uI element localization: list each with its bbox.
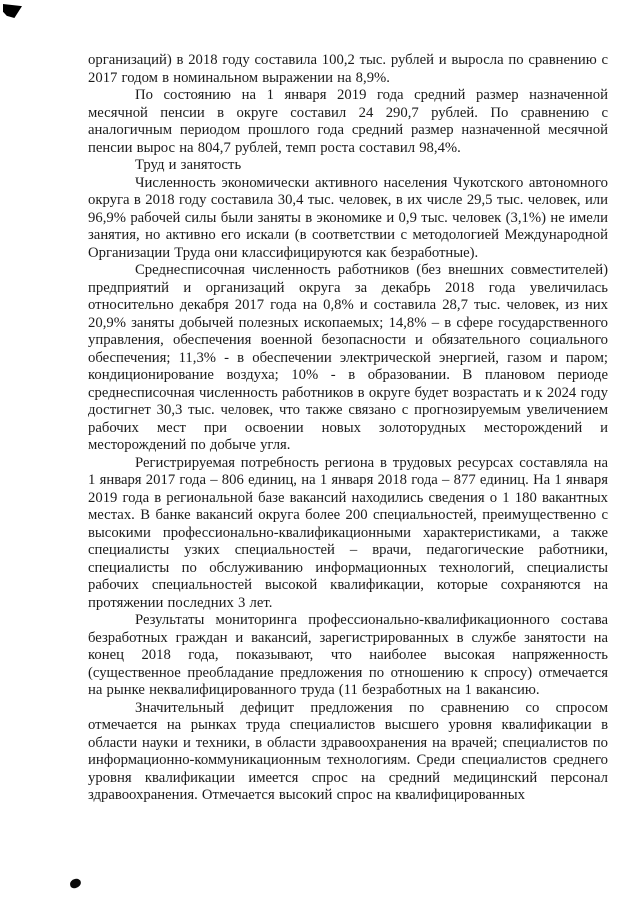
paragraph-monitoring-results: Результаты мониторинга профессионально-квалификационного состава безработных граждан и вакансий, зарегистрированных в службе занятости на конец 2018 года, показывают, что наиболее высокая напряженность (существенное преобладание предложения по отношению к спросу) отмечается на рынке неквалифицированного труда (11 безработных на 1 вакансию. xyxy=(88,612,608,698)
scan-artifact-bottom-left-icon xyxy=(69,878,82,889)
paragraph-continuation: организаций) в 2018 году составила 100,2 тыс. рублей и выросла по сравнению с 2017 годом в номинальном выражении на 8,9%. xyxy=(88,52,608,86)
paragraph-economically-active: Численность экономически активного населения Чукотского автономного округа в 2018 году составила 30,4 тыс. человек, в их числе 29,5 тыс. человек, или 96,9% рабочей силы были заняты в экономике и 0,9 тыс. человек (3,1%) не имели занятия, но активно его искали (в соответствии с методологией Международной Организации Труда они классифицируются как безработные). xyxy=(88,174,608,261)
section-heading-labor: Труд и занятость xyxy=(135,157,242,173)
paragraph-pension: По состоянию на 1 января 2019 года средний размер назначенной месячной пенсии в округе составил 24 290,7 рублей. По сравнению с аналогичным периодом прошлого года средний размер назначенной месячной пенсии вырос на 804,7 рублей, темп роста составил 98,4%. xyxy=(88,87,608,156)
scan-artifact-top-left-icon xyxy=(3,4,22,18)
paragraph-supply-deficit: Значительный дефицит предложения по сравнению со спросом отмечается на рынках труда специалистов высшего уровня квалификации в области науки и техники, в области здравоохранения на врачей; специалистов по информационно-коммуникационным технологиям. Среди специалистов среднего уровня квалификации имеется спрос на средний медицинский персонал здравоохранения. Отмечается высокий спрос на квалифицированных xyxy=(88,699,608,803)
paragraph-labor-demand: Регистрируемая потребность региона в трудовых ресурсах составляла на 1 января 2017 года – 806 единиц, на 1 января 2018 года – 877 единиц. На 1 января 2019 года в региональной базе вакансий находились сведения о 1 180 вакантных местах. В банке вакансий округа более 200 специальностей, преимущественно с высокими профессионально-квалификационными характеристиками, а также специалисты узких специальностей – врачи, педагогические работники, специалисты по обслуживанию информационных технологий, специалисты рабочих специальностей высокой квалификации, которые сохраняются на протяжении последних 3 лет. xyxy=(88,454,608,611)
document-text-column xyxy=(88,52,608,805)
paragraph-average-headcount: Среднесписочная численность работников (без внешних совместителей) предприятий и организаций округа за декабрь 2018 года увеличилась относительно декабря 2017 года на 0,8% и составила 28,7 тыс. человек, из них 20,9% заняты добычей полезных ископаемых; 14,8% – в сфере государственного управления, обеспечения военной безопасности и обязательного социального обеспечения; 11,3% - в обеспечении электрической энергией, газом и паром; кондиционирование воздуха; 10% - в образовании. В плановом периоде среднесписочная численность работников в округе будет возрастать и к 2024 году достигнет 30,3 тыс. человек, что также связано с прогнозируемым увеличением рабочих мест при освоении новых золоторудных месторождений и месторождений по добыче угля. xyxy=(88,262,608,453)
